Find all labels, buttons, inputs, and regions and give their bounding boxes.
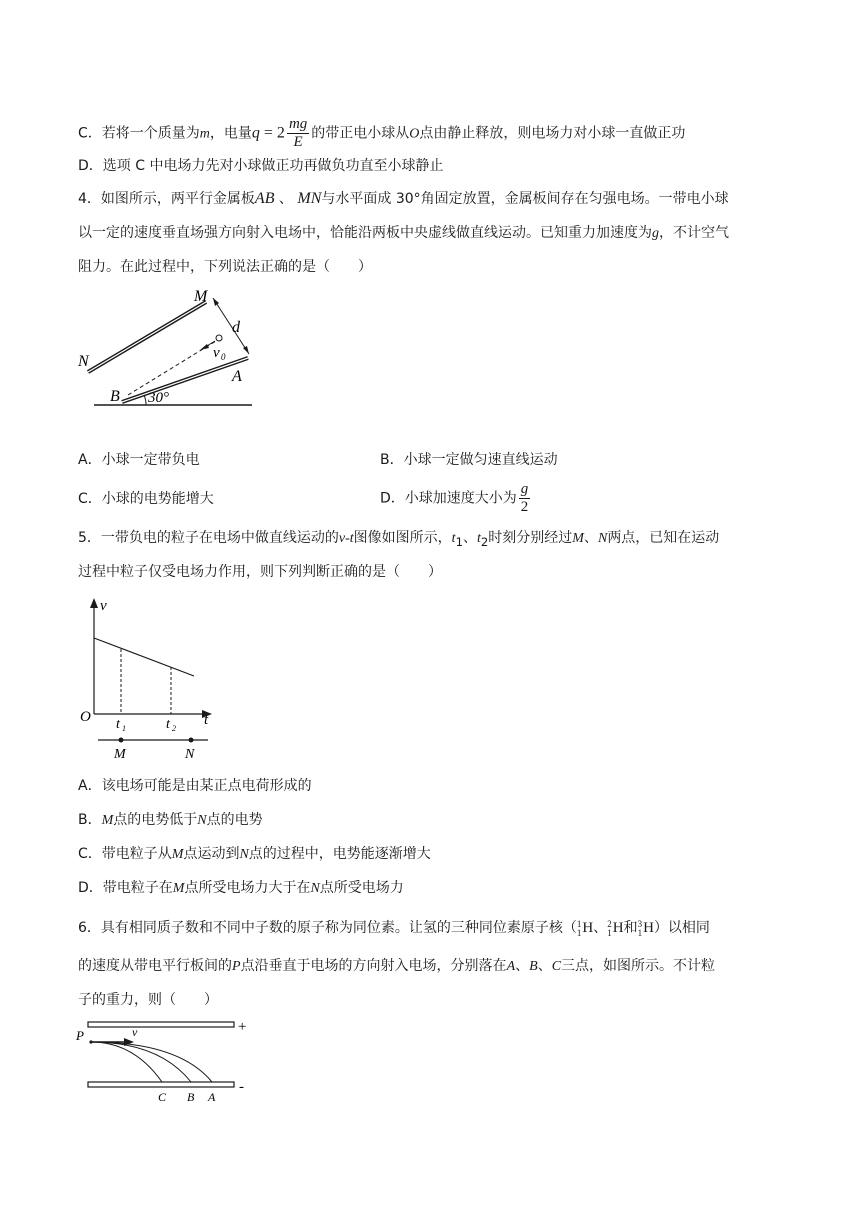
q5-label-t2-sub: 2	[172, 724, 176, 733]
q4-figure	[76, 282, 266, 438]
fraction-g-over-2: $\frac{g}{2}$	[520, 481, 529, 515]
q6-stem-line2: 的速度从带电平行板间的P点沿垂直于电场的方向射入电场，分别落在A、B、C三点，如图所示。不计粒	[78, 958, 716, 974]
q5-label-t: t	[204, 712, 209, 728]
q3-option-c: C．若将一个质量为m，电量q = 2 $\frac{mg}{E}$ 的带正电小球从O点由静止释放，则电场力对小球一直做正功	[78, 116, 686, 150]
q4-option-a: A．小球一定带负电	[78, 452, 200, 468]
q4-label-v: v	[213, 345, 220, 361]
q4-label-b: B	[110, 388, 120, 405]
q5-label-t1: t	[116, 717, 120, 732]
q5-label-t2: t	[166, 717, 170, 732]
q4-option-b: B．小球一定做匀速直线运动	[380, 452, 558, 468]
q6-label-minus: -	[239, 1079, 244, 1095]
q6-label-plus: +	[237, 1019, 248, 1035]
q4-stem-line2: 以一定的速度垂直场强方向射入电场中，恰能沿两板中央虚线做直线运动。已知重力加速度为g，不计空气	[78, 225, 729, 241]
q4-stem-line3: 阻力。在此过程中，下列说法正确的是（ ）	[78, 259, 372, 275]
q6-figure	[74, 1016, 264, 1108]
q3-option-d: D．选项 C 中电场力先对小球做正功再做负功直至小球静止	[78, 158, 444, 174]
q4-label-a: A	[232, 368, 242, 385]
q5-option-d: D．带电粒子在M点所受电场力大于在N点所受电场力	[78, 880, 404, 896]
isotope-h3: 3 1H	[637, 918, 654, 938]
fraction-mg-over-e: $\frac{mg}{E}$	[288, 116, 308, 150]
q4-option-c: C．小球的电势能增大	[78, 491, 214, 507]
q5-label-t1-sub: 1	[122, 724, 126, 733]
isotope-h1: 1 1H	[576, 918, 594, 938]
q4-label-m: M	[194, 288, 208, 305]
q5-option-c: C．带电粒子从M点运动到N点的过程中，电势能逐渐增大	[78, 846, 431, 862]
q5-stem-line2: 过程中粒子仅受电场力作用，则下列判断正确的是（ ）	[78, 564, 442, 580]
q5-stem-line1: 5．一带负电的粒子在电场中做直线运动的v-t图像如图所示，$t_1$、$t_2$时刻分别经过M、N两点，已知在运动	[78, 530, 720, 549]
q6-stem-line3: 子的重力，则（ ）	[78, 992, 218, 1008]
q4-label-angle: 30°	[148, 390, 169, 406]
q4-label-n: N	[78, 353, 89, 370]
q5-label-v: v	[100, 598, 107, 614]
q5-option-b: B．M点的电势低于N点的电势	[78, 812, 263, 828]
q6-label-c: C	[158, 1090, 167, 1104]
q4-label-v-sub: 0	[221, 352, 226, 362]
q6-label-v: v	[132, 1025, 138, 1039]
q4-label-d: d	[232, 319, 240, 336]
q6-label-b: B	[187, 1090, 195, 1104]
q4-stem-line1: 4．如图所示，两平行金属板AB 、 MN与水平面成 30°角固定放置，金属板间存在匀强电场。一带电小球	[78, 190, 729, 207]
isotope-h2: 2 1H	[607, 918, 624, 938]
q6-label-p: P	[76, 1028, 84, 1043]
q5-label-o: O	[80, 709, 91, 725]
q5-figure	[76, 594, 226, 764]
q5-label-n: N	[185, 747, 195, 762]
q5-label-m: M	[114, 747, 126, 762]
q6-label-a: A	[208, 1090, 216, 1104]
q5-option-a: A．该电场可能是由某正点电荷形成的	[78, 778, 312, 794]
q6-stem-line1: 6．具有相同质子数和不同中子数的原子称为同位素。让氢的三种同位素原子核（1 1H、2 1H和3 1H）以相同	[78, 918, 710, 938]
q4-option-d: D．小球加速度大小为 $\frac{g}{2}$	[380, 481, 529, 515]
